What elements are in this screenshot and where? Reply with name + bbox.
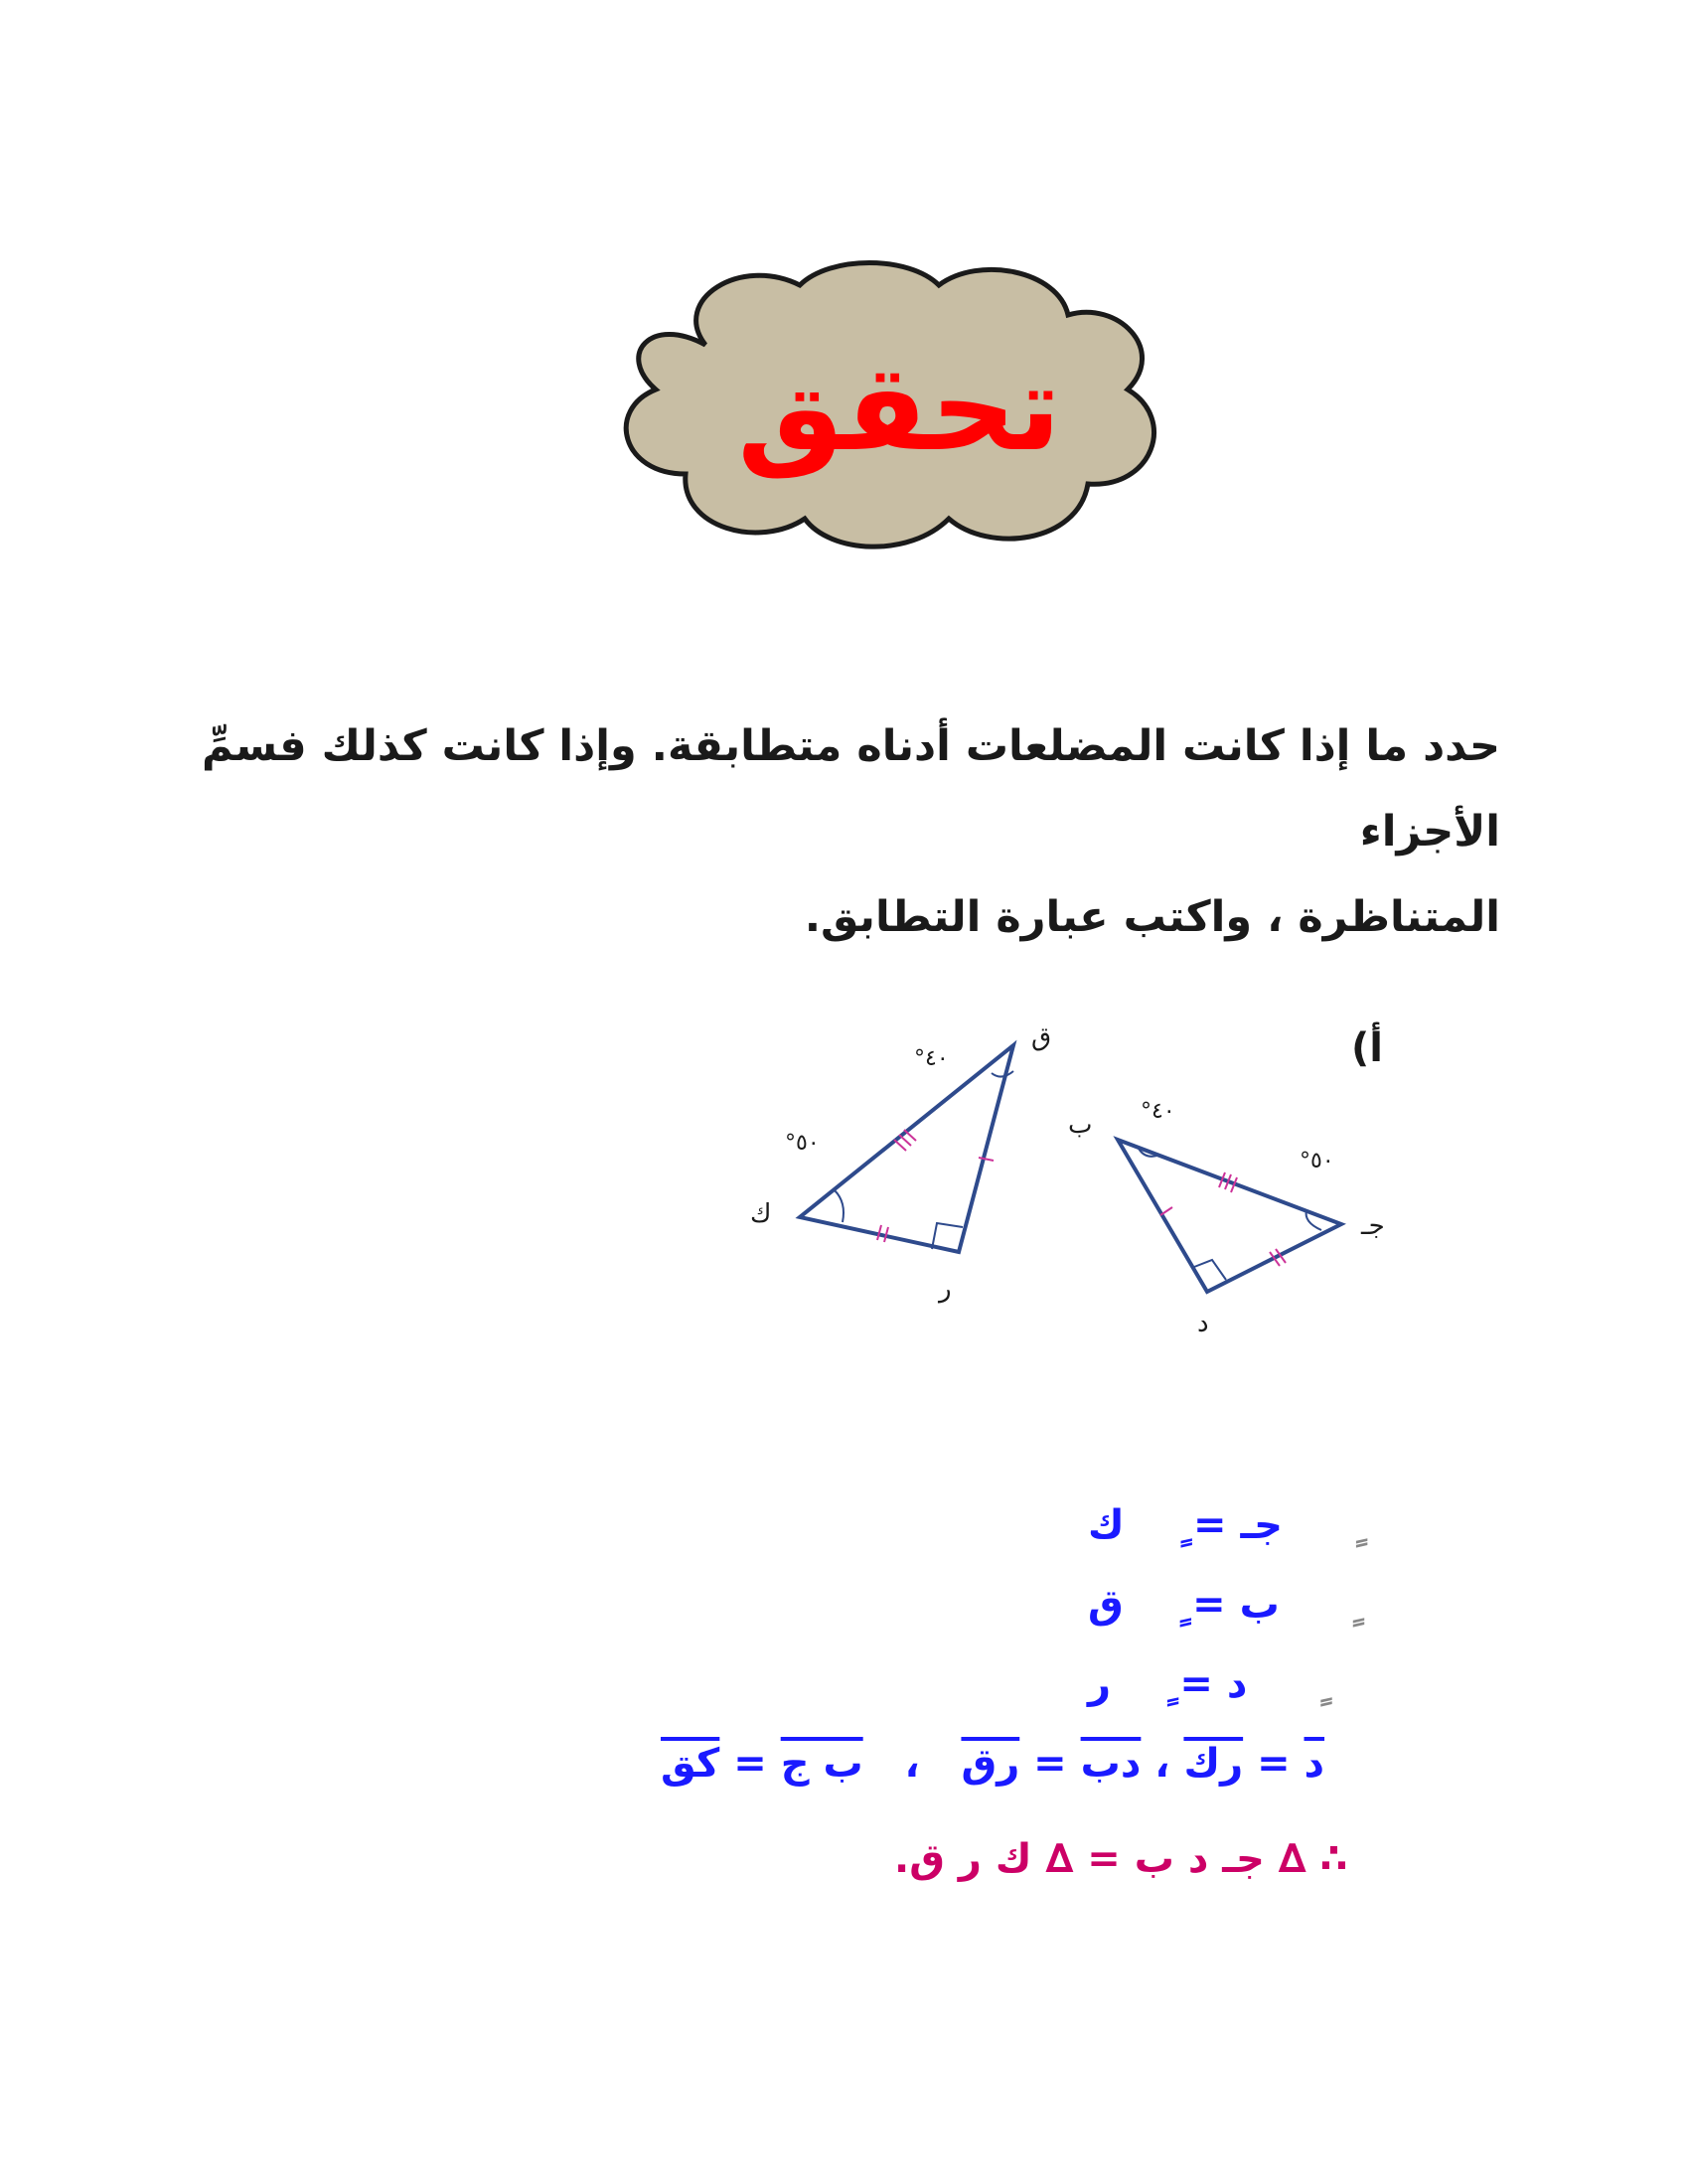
left-triangle [750,1023,1051,1304]
triangle-2-name: ك ر ق. [894,1836,1032,1882]
instructions [199,703,1500,960]
equals: = [1179,1661,1213,1707]
right-triangle [1068,1099,1385,1338]
side-rk: رك [1183,1741,1244,1787]
side-d: د [1304,1741,1325,1787]
angle-label-k: °٥٠ [785,1131,820,1156]
answer-sides [661,1741,1324,1787]
equals: = [1087,1836,1121,1882]
equals: = [1033,1741,1067,1787]
equals: = [1193,1502,1227,1548]
angle-label-q: °٤٠ [914,1046,949,1071]
equals: = [1192,1582,1226,1628]
vertex-b: ب [1068,1110,1093,1140]
side-db: دب [1080,1741,1142,1787]
angle-label-j: °٥٠ [1300,1149,1334,1173]
equals: = [1257,1741,1291,1787]
congruence-statement [894,1836,1347,1882]
left-triangle-outline [800,1045,1013,1252]
vertex-r: ر [939,1274,952,1304]
angle-arc-q [992,1071,1013,1077]
vertex-d: د [1197,1309,1209,1338]
equals: = [733,1741,767,1787]
angle-b: ق [1088,1582,1124,1628]
vertex-j: جـ [1361,1211,1385,1241]
instructions-line-1: حدد ما إذا كانت المضلعات أدناه متطابقة. وإذا كانت كذلك فسمِّ الأجزاء [202,721,1500,857]
page-title: تحقق [736,340,1062,478]
answer-angle-2 [1088,1582,1348,1628]
part-label: أ) [1351,1025,1383,1071]
triangle-symbol: ∆ [1045,1836,1074,1882]
vertex-q: ق [1031,1023,1052,1052]
angle-a: ب [1239,1582,1280,1628]
title-cloud [611,260,1187,558]
angle-arc-k [835,1190,844,1222]
separator: ، [1154,1741,1170,1787]
vertex-k: ك [750,1199,772,1229]
answer-angle-3 [1088,1661,1316,1707]
side-rq: رق [961,1741,1020,1787]
side-bj: ب ج [780,1741,863,1787]
angle-b: ك [1088,1502,1125,1548]
angle-label-b: °٤٠ [1141,1099,1175,1124]
angle-b: ر [1088,1661,1112,1707]
tick-marks-right [1160,1172,1286,1266]
side-kq: كق [661,1741,720,1787]
triangles-figure [735,1023,1411,1351]
triangle-1-name: جـ د ب [1134,1836,1265,1882]
answer-angle-1 [1088,1502,1352,1548]
angle-a: د [1226,1661,1248,1707]
triangle-symbol: ∆ [1278,1836,1306,1882]
angle-a: جـ [1240,1502,1283,1548]
separator: ، [904,1741,920,1787]
therefore-symbol: ∴ [1319,1836,1348,1882]
instructions-line-2: المتناظرة ، واكتب عبارة التطابق. [804,892,1500,942]
